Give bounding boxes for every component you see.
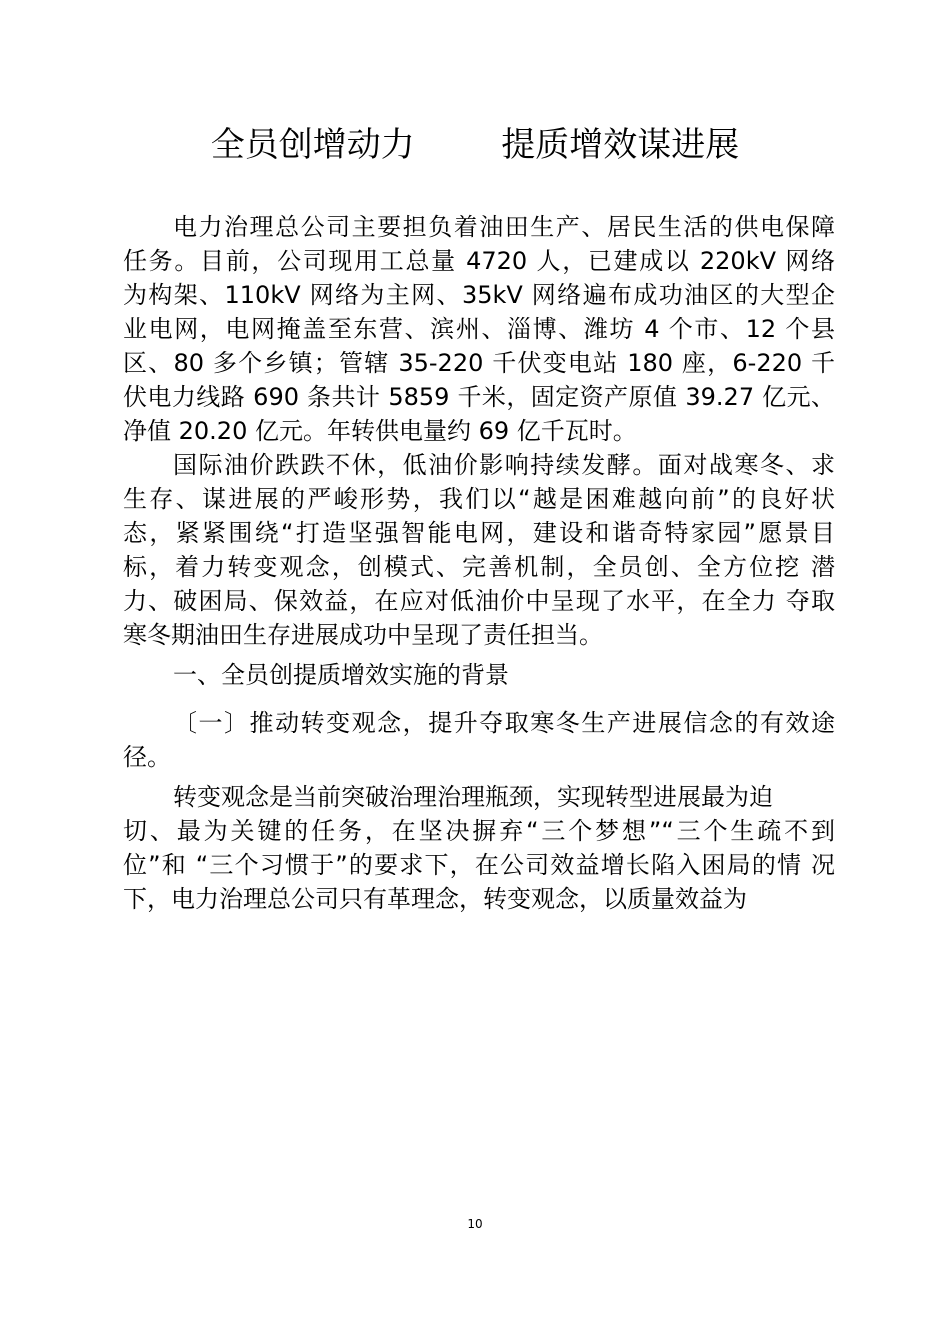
text-line: 寒冬期油田生存进展成功中呈现了责任担当。 bbox=[123, 621, 603, 649]
text-line: 态，紧紧围绕“打造坚强智能电网，建设和谐奇特家园”愿景目 bbox=[123, 519, 835, 547]
paragraph-oil-price-situation bbox=[123, 448, 835, 652]
page-number: 10 bbox=[467, 1217, 483, 1231]
text-line: 业电网，电网掩盖至东营、滨州、淄博、潍坊 4 个市、12 个县 bbox=[123, 315, 835, 343]
text-line: 切、最为关键的任务，在坚决摒弃“三个梦想”“三个生疏不到 bbox=[123, 817, 835, 845]
text-line: 标，着力转变观念，创模式、完善机制，全员创、全方位挖 潜 bbox=[123, 553, 835, 581]
text-line: 生存、谋进展的严峻形势，我们以“越是困难越向前”的良好状 bbox=[123, 485, 835, 513]
document-body bbox=[123, 210, 835, 916]
document-title: 全员创增动力 提质增效谋进展 bbox=[210, 125, 740, 165]
text-line: 径。 bbox=[123, 743, 171, 771]
section-heading: 一、全员创提质增效实施的背景 bbox=[173, 661, 509, 689]
text-line: 国际油价跌跌不休，低油价影响持续发酵。面对战寒冬、求 bbox=[173, 451, 835, 479]
text-line: 任务。目前，公司现用工总量 4720 人，已建成以 220kV 网络 bbox=[123, 247, 835, 275]
text-line: 伏电力线路 690 条共计 5859 千米，固定资产原值 39.27 亿元、 bbox=[123, 383, 835, 411]
text-line: 为构架、110kV 网络为主网、35kV 网络遍布成功油区的大型企 bbox=[123, 281, 835, 309]
paragraph-company-overview bbox=[123, 210, 835, 448]
text-line: 转变观念是当前突破治理治理瓶颈，实现转型进展最为迫 bbox=[173, 783, 773, 811]
text-line: 下，电力治理总公司只有革理念，转变观念，以质量效益为 bbox=[123, 885, 747, 913]
text-line: 力、破困局、保效益，在应对低油价中呈现了水平，在全力 夺取 bbox=[123, 587, 835, 615]
subsection-heading bbox=[123, 706, 835, 774]
text-line: 区、80 多个乡镇；管辖 35-220 千伏变电站 180 座，6-220 千 bbox=[123, 349, 835, 377]
text-line: 〔一〕推动转变观念，提升夺取寒冬生产进展信念的有效途 bbox=[173, 709, 835, 737]
text-line: 位”和 “三个习惯于”的要求下，在公司效益增长陷入困局的情 况 bbox=[123, 851, 835, 879]
text-line: 净值 20.20 亿元。年转供电量约 69 亿千瓦时。 bbox=[123, 417, 637, 445]
spacer bbox=[123, 692, 835, 706]
text-line: 电力治理总公司主要担负着油田生产、居民生活的供电保障 bbox=[173, 213, 835, 241]
paragraph-concept-transformation bbox=[123, 780, 835, 916]
